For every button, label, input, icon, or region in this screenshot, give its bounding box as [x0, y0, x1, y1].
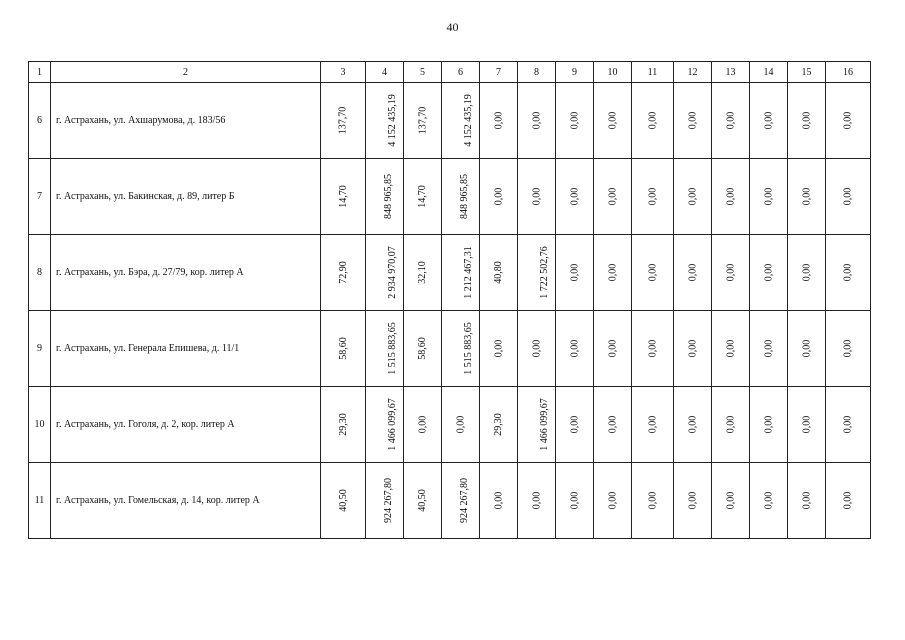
- value-text: 1 212 467,31: [462, 246, 474, 299]
- value-cell: [321, 387, 366, 463]
- value-cell: [594, 235, 632, 311]
- value-cell: [594, 311, 632, 387]
- column-header: 11: [632, 62, 674, 83]
- value-cell: [826, 311, 871, 387]
- value-text: 0,00: [607, 187, 618, 206]
- value-text: 924 267,80: [383, 478, 394, 523]
- value-cell: [826, 235, 871, 311]
- value-text: 0,00: [531, 339, 542, 358]
- address-cell: г. Астрахань, ул. Гоголя, д. 2, кор. литер А: [51, 387, 321, 463]
- value-text: 0,00: [493, 111, 504, 130]
- value-cell: [556, 387, 594, 463]
- value-cell: [632, 387, 674, 463]
- value-cell: [632, 159, 674, 235]
- value-cell: [556, 83, 594, 159]
- value-cell: [480, 83, 518, 159]
- value-text: 0,00: [647, 491, 658, 510]
- value-cell: [750, 235, 788, 311]
- value-cell: [366, 463, 404, 539]
- value-text: 40,80: [493, 261, 504, 284]
- column-header: 4: [366, 62, 404, 83]
- value-cell: [321, 463, 366, 539]
- value-text: 1 515 883,65: [386, 322, 398, 375]
- value-text: 924 267,80: [459, 478, 470, 523]
- value-text: 4 152 435,19: [462, 94, 474, 147]
- value-cell: [750, 83, 788, 159]
- value-text: 0,00: [647, 263, 658, 282]
- value-cell: [404, 463, 442, 539]
- value-text: 0,00: [417, 415, 428, 434]
- value-text: 0,00: [687, 187, 698, 206]
- row-number: 10: [29, 387, 51, 463]
- address-cell: г. Астрахань, ул. Бакинская, д. 89, литер Б: [51, 159, 321, 235]
- value-cell: [594, 159, 632, 235]
- value-cell: [594, 387, 632, 463]
- row-number: 6: [29, 83, 51, 159]
- value-text: 0,00: [725, 187, 736, 206]
- value-text: 0,00: [569, 415, 580, 434]
- column-header: 10: [594, 62, 632, 83]
- value-cell: [750, 159, 788, 235]
- value-text: 14,70: [417, 185, 428, 208]
- table-row: [29, 387, 871, 463]
- table-body: [29, 62, 871, 539]
- value-cell: [826, 159, 871, 235]
- value-cell: [594, 463, 632, 539]
- value-cell: [750, 463, 788, 539]
- address-cell: г. Астрахань, ул. Ахшарумова, д. 183/56: [51, 83, 321, 159]
- table-row: [29, 83, 871, 159]
- value-text: 0,00: [493, 187, 504, 206]
- value-text: 137,70: [417, 106, 428, 135]
- value-cell: [480, 235, 518, 311]
- column-header: 8: [518, 62, 556, 83]
- column-header: 13: [712, 62, 750, 83]
- registry-table: [28, 61, 871, 539]
- value-text: 14,70: [337, 185, 349, 208]
- value-text: 0,00: [801, 415, 812, 434]
- value-text: 2 934 970,07: [386, 246, 398, 299]
- value-cell: [750, 311, 788, 387]
- value-cell: [366, 159, 404, 235]
- column-header: 15: [788, 62, 826, 83]
- value-cell: [442, 311, 480, 387]
- value-cell: [556, 235, 594, 311]
- value-text: 0,00: [607, 339, 618, 358]
- value-cell: [712, 463, 750, 539]
- column-header: 3: [321, 62, 366, 83]
- value-text: 0,00: [842, 339, 854, 358]
- value-text: 1 466 099,67: [538, 398, 550, 451]
- value-cell: [788, 83, 826, 159]
- value-text: 0,00: [763, 111, 774, 130]
- value-cell: [404, 159, 442, 235]
- value-cell: [366, 83, 404, 159]
- value-text: 0,00: [607, 415, 618, 434]
- value-cell: [321, 235, 366, 311]
- value-cell: [518, 387, 556, 463]
- value-text: 0,00: [647, 415, 658, 434]
- value-cell: [674, 235, 712, 311]
- value-text: 137,70: [337, 106, 349, 135]
- value-cell: [366, 235, 404, 311]
- row-number: 7: [29, 159, 51, 235]
- column-header: 16: [826, 62, 871, 83]
- value-cell: [442, 159, 480, 235]
- value-cell: [712, 387, 750, 463]
- value-cell: [366, 387, 404, 463]
- table-row: [29, 311, 871, 387]
- value-text: 0,00: [763, 491, 774, 510]
- value-text: 0,00: [687, 263, 698, 282]
- value-text: 0,00: [647, 187, 658, 206]
- value-cell: [712, 159, 750, 235]
- value-cell: [404, 235, 442, 311]
- column-header: 14: [750, 62, 788, 83]
- value-cell: [674, 387, 712, 463]
- value-text: 72,90: [337, 261, 349, 284]
- column-header: 1: [29, 62, 51, 83]
- value-text: 29,30: [493, 413, 504, 436]
- value-cell: [480, 159, 518, 235]
- value-text: 0,00: [687, 339, 698, 358]
- value-cell: [442, 235, 480, 311]
- value-text: 0,00: [801, 491, 812, 510]
- value-cell: [404, 387, 442, 463]
- value-cell: [788, 387, 826, 463]
- value-cell: [594, 83, 632, 159]
- value-text: 0,00: [801, 187, 812, 206]
- value-text: 0,00: [569, 187, 580, 206]
- value-cell: [518, 311, 556, 387]
- value-text: 0,00: [607, 491, 618, 510]
- value-text: 0,00: [569, 111, 580, 130]
- value-text: 32,10: [417, 261, 428, 284]
- value-cell: [788, 159, 826, 235]
- value-cell: [826, 387, 871, 463]
- address-cell: г. Астрахань, ул. Бэра, д. 27/79, кор. литер А: [51, 235, 321, 311]
- value-cell: [404, 83, 442, 159]
- value-text: 0,00: [763, 187, 774, 206]
- value-text: 0,00: [531, 491, 542, 510]
- row-number: 11: [29, 463, 51, 539]
- column-header: 6: [442, 62, 480, 83]
- value-text: 0,00: [801, 339, 812, 358]
- value-cell: [480, 463, 518, 539]
- table-row: [29, 463, 871, 539]
- value-cell: [788, 463, 826, 539]
- value-text: 0,00: [687, 415, 698, 434]
- value-cell: [712, 83, 750, 159]
- value-text: 0,00: [493, 491, 504, 510]
- value-text: 0,00: [763, 415, 774, 434]
- value-text: 0,00: [725, 491, 736, 510]
- value-cell: [712, 235, 750, 311]
- value-text: 0,00: [801, 111, 812, 130]
- column-header: 5: [404, 62, 442, 83]
- header-row: [29, 62, 871, 83]
- value-text: 0,00: [725, 263, 736, 282]
- value-text: 848 965,85: [459, 174, 470, 219]
- value-cell: [674, 159, 712, 235]
- value-text: 0,00: [531, 187, 542, 206]
- value-text: 0,00: [607, 263, 618, 282]
- value-text: 1 722 502,76: [538, 246, 550, 299]
- value-text: 0,00: [801, 263, 812, 282]
- address-cell: г. Астрахань, ул. Гомельская, д. 14, кор. литер А: [51, 463, 321, 539]
- value-text: 40,50: [417, 489, 428, 512]
- value-cell: [712, 311, 750, 387]
- value-text: 0,00: [842, 415, 854, 434]
- value-text: 1 466 099,67: [386, 398, 398, 451]
- value-cell: [632, 311, 674, 387]
- value-cell: [632, 235, 674, 311]
- value-cell: [788, 311, 826, 387]
- value-cell: [556, 159, 594, 235]
- value-text: 4 152 435,19: [386, 94, 398, 147]
- value-text: 0,00: [455, 415, 466, 434]
- value-cell: [674, 311, 712, 387]
- value-text: 0,00: [569, 263, 580, 282]
- column-header: 2: [51, 62, 321, 83]
- value-cell: [750, 387, 788, 463]
- value-text: 0,00: [725, 415, 736, 434]
- value-text: 0,00: [647, 111, 658, 130]
- value-cell: [826, 463, 871, 539]
- value-cell: [442, 463, 480, 539]
- value-cell: [632, 463, 674, 539]
- value-cell: [404, 311, 442, 387]
- value-text: 0,00: [842, 187, 854, 206]
- value-cell: [556, 311, 594, 387]
- value-text: 0,00: [763, 263, 774, 282]
- value-text: 1 515 883,65: [462, 322, 474, 375]
- value-text: 0,00: [531, 111, 542, 130]
- value-cell: [674, 83, 712, 159]
- value-text: 0,00: [687, 111, 698, 130]
- address-cell: г. Астрахань, ул. Генерала Епишева, д. 11/1: [51, 311, 321, 387]
- value-text: 0,00: [725, 111, 736, 130]
- value-cell: [321, 159, 366, 235]
- value-text: 0,00: [607, 111, 618, 130]
- value-cell: [480, 387, 518, 463]
- column-header: 12: [674, 62, 712, 83]
- value-cell: [518, 83, 556, 159]
- value-text: 848 965,85: [383, 174, 394, 219]
- value-cell: [442, 387, 480, 463]
- value-text: 0,00: [569, 339, 580, 358]
- column-header: 9: [556, 62, 594, 83]
- value-cell: [788, 235, 826, 311]
- page-number: 40: [446, 20, 459, 34]
- value-cell: [442, 83, 480, 159]
- value-cell: [518, 159, 556, 235]
- value-text: 0,00: [842, 491, 854, 510]
- value-text: 0,00: [493, 339, 504, 358]
- value-text: 0,00: [842, 111, 854, 130]
- value-text: 40,50: [337, 489, 349, 512]
- row-number: 9: [29, 311, 51, 387]
- value-text: 0,00: [842, 263, 854, 282]
- value-cell: [632, 83, 674, 159]
- value-text: 58,60: [417, 337, 428, 360]
- row-number: 8: [29, 235, 51, 311]
- value-text: 0,00: [569, 491, 580, 510]
- value-cell: [518, 235, 556, 311]
- value-text: 0,00: [647, 339, 658, 358]
- table-row: [29, 235, 871, 311]
- value-cell: [826, 83, 871, 159]
- value-cell: [518, 463, 556, 539]
- value-cell: [366, 311, 404, 387]
- value-text: 0,00: [725, 339, 736, 358]
- column-header: 7: [480, 62, 518, 83]
- value-cell: [321, 311, 366, 387]
- value-text: 29,30: [337, 413, 349, 436]
- value-cell: [480, 311, 518, 387]
- value-text: 58,60: [337, 337, 349, 360]
- value-text: 0,00: [763, 339, 774, 358]
- value-cell: [321, 83, 366, 159]
- table-row: [29, 159, 871, 235]
- value-cell: [556, 463, 594, 539]
- value-cell: [674, 463, 712, 539]
- value-text: 0,00: [687, 491, 698, 510]
